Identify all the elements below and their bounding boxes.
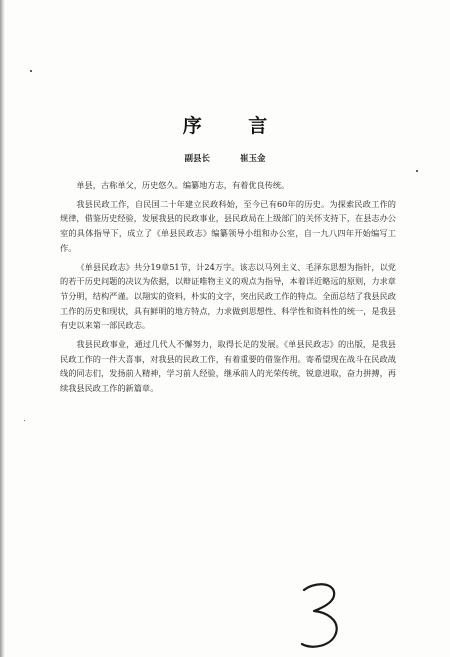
scan-speck — [416, 170, 418, 172]
author-name: 崔玉金 — [240, 154, 266, 164]
preface-title: 序 言 — [182, 115, 288, 137]
paragraph: 《单县民政志》共分19章51节，计24万字。该志以马列主义、毛泽东思想为指针，以党的若干历史问题的决议为依据，以辩证唯物主义的观点为指导，本着详近略远的原则，力求章节分明，结构严谨。以翔实的资料，朴实的文字，突出民政工作的特点。全面总结了我县民政工作的历史和现状，具有鲜明的地方特点，力求做到思想性、科学性和资料性的统一，是我县有史以来第一部民政志。 — [60, 261, 396, 331]
paragraph: 我县民政事业，通过几代人不懈努力，取得长足的发展。《单县民政志》的出版，是我县民政工作的一件大喜事，对我县的民政工作，有着重要的借鉴作用。寄希望现在战斗在民政战线的同志们，发扬前人精神，学习前人经验，继承前人的光荣传统，锐意进取，奋力拼搏，再续我县民政工作的新篇章。 — [60, 339, 396, 394]
scan-edge-shadow — [0, 0, 5, 657]
paragraph: 我县民政工作，自民国二十年建立民政科始，至今已有60年的历史。为探索民政工作的规律，借鉴历史经验，发展我县的民政事业，县民政局在上级部门的关怀支持下，在县志办公室的具体指导下，成立了《单县民政志》编纂领导小组和办公室，自一九八四年开始编写工作。 — [60, 198, 396, 253]
scan-speck — [24, 420, 25, 421]
author-role: 副县长 — [184, 154, 210, 164]
author-byline — [0, 152, 450, 164]
paragraph: 单县，古称单父，历史悠久。编纂地方志，有着优良传统。 — [76, 180, 290, 190]
scan-speck — [30, 70, 32, 72]
preface-body — [60, 178, 396, 400]
handwritten-page-number — [290, 580, 350, 655]
